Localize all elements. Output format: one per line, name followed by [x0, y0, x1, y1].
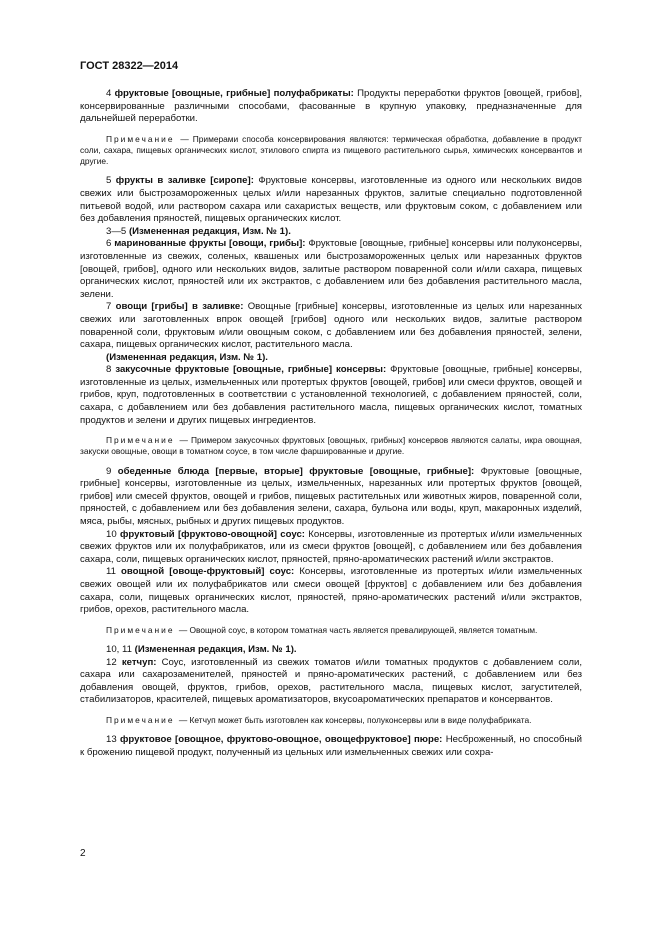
note-text: — Овощной соус, в котором томатная часть является превалирующей, является томатным. [178, 624, 538, 635]
term-title: фруктовый [фруктово-овощной] соус: [119, 528, 309, 540]
term-definition: Продукты переработки фруктов [овощей, грибов], консервированные различными способами, фасованные в крупную упаковку, предназначенные для дальнейшей переработки. [80, 88, 582, 125]
term-number: 10 [106, 528, 120, 540]
term-paragraph [80, 566, 582, 616]
term-paragraph [80, 301, 582, 351]
document-header: ГОСТ 28322—2014 [80, 60, 179, 72]
term-paragraph [80, 238, 582, 301]
term-number: 5 [106, 175, 116, 187]
amendment-note: (Измененная редакция, Изм. № 1). [128, 225, 291, 237]
term-title: фруктовые [овощные, грибные] полуфабрикаты: [114, 88, 358, 99]
note-text: — Кетчуп может быть изготовлен как консервы, полуконсервы или в виде полуфабриката. [178, 714, 532, 725]
term-title: кетчуп: [121, 656, 162, 668]
term-paragraph [80, 226, 582, 239]
note-paragraph [80, 435, 582, 457]
term-definition: Фруктовые консервы, изготовленные из одного или нескольких видов свежих или быстрозамороженных целых и/или нарезанных фруктов, залитые специально подготовленной питьевой водой, или раствором сахара или сахаристых веществ, или фруктовым соком, с добавлением или без добавления пряностей, пищевых органических кислот. [80, 175, 582, 225]
term-definition: 3—5 [106, 225, 129, 237]
term-title: овощной [овоще-фруктовый] соус: [121, 566, 300, 578]
term-paragraph [80, 88, 582, 126]
term-number: 12 [106, 656, 122, 668]
term-definition: Овощные [грибные] консервы, изготовленные из целых или нарезанных свежих или заготовленных впрок овощей [грибов] одного или нескольких видов, залитые раствором поваренной соли, фруктовым и/или овощным соком, с добавлением или без добавления пряностей, зелени, сахара, пищевых органических кислот, растительного масла. [80, 301, 582, 351]
term-definition: Консервы, изготовленные из протертых и/или измельченных свежих фруктов или их полуфабрикатов, или из смеси фруктов [овощей], с добавлением или без добавления сахара, соли, пищевых органических кислот, пряностей, пряно-ароматических растений и/или экстрактов. [80, 528, 583, 565]
term-title: фрукты в заливке [сиропе]: [115, 175, 259, 187]
term-definition: Несброженный, но способный к брожению пищевой продукт, полученный из цельных или измельченных свежих или сохра- [80, 734, 583, 758]
term-number: 4 [106, 88, 115, 99]
term-title: закусочные фруктовые [овощные, грибные] консервы: [115, 364, 391, 376]
amendment-note: (Измененная редакция, Изм. № 1). [106, 351, 268, 363]
term-paragraph [80, 657, 582, 707]
term-title: овощи [грибы] в заливке: [115, 301, 248, 313]
term-number: 6 [106, 238, 115, 250]
amendment-note: (Измененная редакция, Изм. № 1). [134, 644, 297, 655]
note-text: — Примером закусочных фруктовых [овощных, грибных] консервов являются салаты, икра овощная, закуски овощные, овощи в томатном соусе, в том числе фаршированные и другие. [80, 435, 582, 457]
term-number: 8 [106, 364, 116, 376]
document-body [80, 88, 582, 759]
term-definition: Фруктовые [овощные, грибные] консервы, изготовленные из целых, измельченных, нарезанных или протертых фруктов [овощей, грибов] или смесей фруктов, овощей и грибов, пищевых растительных или животных жиров, поваренной соли, пряностей, с добавлением или без добавления зелени, сахара, бульона или воды, круп, макаронных изделий, мяса, рыбы, мясных, рыбных и других пищевых продуктов. [80, 465, 582, 528]
term-title: маринованные фрукты [овощи, грибы]: [114, 238, 309, 250]
term-definition: Фруктовые [овощные, грибные] консервы, изготовленные из целых, измельченных или протертых фруктов [овощей, грибов] или смеси фруктов, овощей и грибов, круп, подготовленных в соответствии с установленной технологией, с добавлением пряностей, соли, сахара, с добавлением или без добавления растительного масла, пищевых органических кислот, томатных продуктов и зелени и других пищевых ингредиентов. [80, 364, 582, 426]
page-number: 2 [80, 848, 86, 859]
term-number: 7 [106, 301, 116, 313]
term-definition: 10, 11 [106, 644, 135, 655]
term-paragraph [80, 175, 582, 225]
term-definition: Фруктовые [овощные, грибные] консервы или полуконсервы, изготовленные из свежих, соленых, квашеных или быстрозамороженных целых или нарезанных фруктов [овощей, грибов], одного или нескольких видов, залитые раствором поваренной соли и/или сахара, пищевых органических кислот, пряностей или их экстрактов, с добавлением или без добавления растительного масла, зелени. [80, 238, 582, 300]
term-paragraph [80, 644, 582, 657]
term-title: обеденные блюда [первые, вторые] фруктовые [овощные, грибные]: [117, 465, 481, 477]
term-definition: Соус, изготовленный из свежих томатов и/или томатных продуктов с добавлением соли, сахара или сахарозаменителей, пряностей и пряно-ароматических растений, с добавлением или без добавления овощей, фруктов, грибов, орехов, растительного масла, пищевых кислот, загустителей, стабилизаторов, красителей, пищевых ароматизаторов, вкусоароматических препаратов и консервантов. [80, 656, 582, 706]
term-number: 13 [106, 734, 121, 746]
note-paragraph [80, 134, 582, 168]
term-number: 11 [106, 566, 122, 578]
note-label: Примечание [106, 435, 180, 446]
term-title: фруктовое [овощное, фруктово-овощное, овощефруктовое] пюре: [120, 734, 446, 746]
note-label: Примечание [106, 714, 179, 725]
note-label: Примечание [106, 624, 179, 635]
note-label: Примечание [106, 133, 181, 144]
term-paragraph [80, 466, 582, 529]
note-paragraph [80, 715, 582, 726]
term-paragraph [80, 352, 582, 365]
term-number: 9 [106, 465, 118, 477]
note-paragraph [80, 625, 582, 636]
term-paragraph [80, 529, 582, 567]
term-definition: Консервы, изготовленные из протертых и/или измельченных свежих овощей или их полуфабрикатов или смеси овощей [фруктов] с добавлением или без добавления сахара, соли, пищевых органических кислот, пряностей, пряно-ароматических растений и/или экстрактов, грибов, орехов, растительного масла. [80, 566, 583, 616]
term-paragraph [80, 364, 582, 427]
note-text: — Примерами способа консервирования являются: термическая обработка, добавление в продукт соли, сахара, пищевых органических кислот, этилового спирта из пищевого растительного сырья, химических консервантов и другие. [80, 133, 582, 167]
term-paragraph [80, 734, 582, 759]
